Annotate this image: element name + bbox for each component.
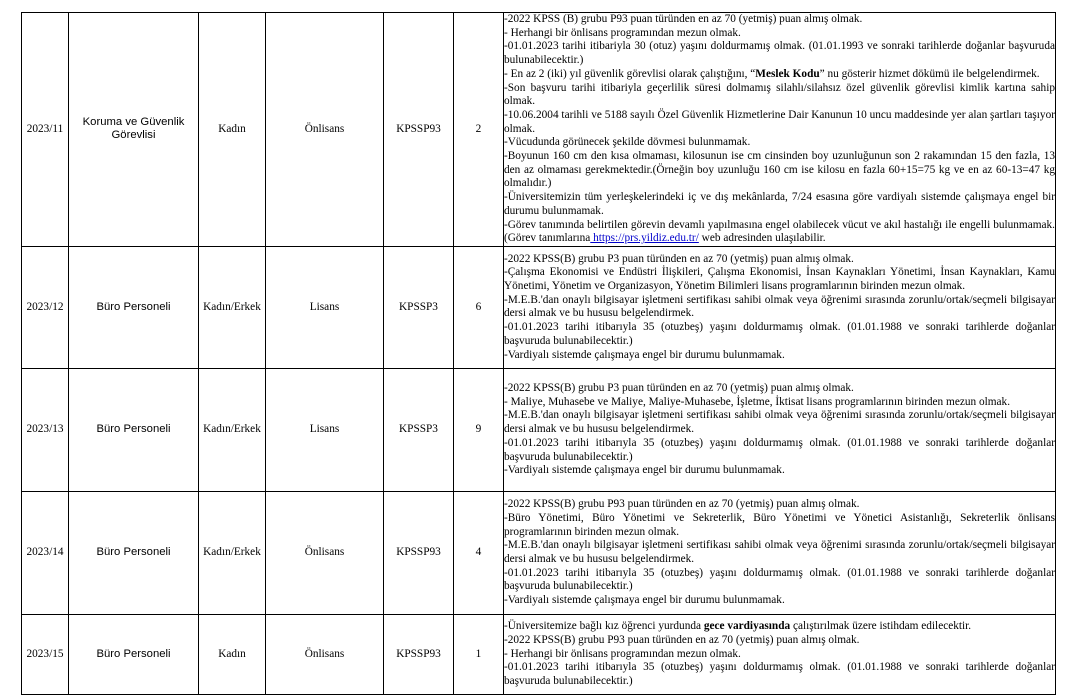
position-code: 2023/11	[22, 13, 69, 247]
requirement-line: -M.E.B.'dan onaylı bilgisayar işletmeni sertifikası sahibi olmak veya öğrenimi sırasında zorunlu/ortak/seçmeli bilgisayar dersi almak ve bu hususu belgelendirmek.	[504, 539, 1055, 565]
table-row	[22, 13, 1056, 247]
gender-cell: Kadın/Erkek	[199, 368, 266, 491]
requirement-line: -2022 KPSS(B) grubu P3 puan türünden en az 70 (yetmiş) puan almış olmak.	[504, 252, 854, 265]
position-count: 1	[454, 614, 504, 694]
positions-table	[21, 12, 1056, 695]
score-type: KPSSP3	[384, 368, 454, 491]
position-title: Büro Personeli	[69, 614, 199, 694]
requirement-line: -Çalışma Ekonomisi ve Endüstri İlişkileri, Çalışma Ekonomisi, İnsan Kaynakları Yönetimi, İnsan Kaynakları, Kamu Yönetimi, Yönetim ve Organizasyon, Yönetim Bilimleri lisans programlarının birinden mezun olmak.	[504, 266, 1055, 293]
score-type: KPSSP93	[384, 13, 454, 247]
emphasis-text: gece vardiyasında	[703, 620, 791, 633]
position-count: 4	[454, 491, 504, 614]
requirement-line: -01.01.2023 tarihi itibariyla 30 (otuz) yaşını doldurmamış olmak. (01.01.1993 ve sonraki tarihlerde doğanlar başvuruda bulunabilecektir.)	[504, 40, 1055, 67]
requirement-line: -Boyunun 160 cm den kısa olmaması, kilosunun ise cm cinsinden boy uzunluğunun son 2 rakamından 15 den fazla, 13 den az olmaması gerekmektedir.(Örneğin boy uzunluğu 160 cm ise kilosu en fazla 60+15=75 kg ve en az 60-13=47 kg olmalıdır.)	[504, 150, 1055, 190]
table-row	[22, 368, 1056, 491]
position-title: Büro Personeli	[69, 246, 199, 368]
gender-cell: Kadın/Erkek	[199, 491, 266, 614]
position-count: 2	[454, 13, 504, 247]
requirement-line: -01.01.2023 tarihi itibarıyla 35 (otuzbeş) yaşını doldurmamış olmak. (01.01.1988 ve sonraki tarihlerde doğanlar başvuruda bulunabilecektir.)	[504, 566, 1055, 593]
education-level: Lisans	[266, 246, 384, 368]
positions-table-body	[22, 13, 1056, 695]
score-type: KPSSP93	[384, 491, 454, 614]
requirement-line: -01.01.2023 tarihi itibarıyla 35 (otuzbeş) yaşını doldurmamış olmak. (01.01.1988 ve sonraki tarihlerde doğanlar başvuruda bulunabilecektir.)	[504, 436, 1055, 463]
requirements-cell	[504, 246, 1056, 368]
requirement-line: -M.E.B.'dan onaylı bilgisayar işletmeni sertifikası sahibi olmak veya öğrenimi sırasında zorunlu/ortak/seçmeli bilgisayar dersi almak ve bu hususu belgelendirmek.	[504, 409, 1055, 436]
score-type: KPSSP93	[384, 614, 454, 694]
requirement-line: -Büro Yönetimi, Büro Yönetimi ve Sekreterlik, Büro Yönetimi ve Yönetici Asistanlığı, Sekreterlik önlisans programlarının birinden mezun olmak.	[504, 511, 1055, 538]
requirement-line: -M.E.B.'dan onaylı bilgisayar işletmeni sertifikası sahibi olmak veya öğrenimi sırasında zorunlu/ortak/seçmeli bilgisayar dersi almak ve bu hususu belgelendirmek.	[504, 293, 1055, 320]
position-title: Büro Personeli	[69, 491, 199, 614]
education-level: Önlisans	[266, 614, 384, 694]
requirement-line: -Vardiyalı sistemde çalışmaya engel bir durumu bulunmamak.	[504, 348, 785, 361]
gender-cell: Kadın/Erkek	[199, 246, 266, 368]
requirement-line: -2022 KPSS (B) grubu P93 puan türünden en az 70 (yetmiş) puan almış olmak.	[504, 13, 863, 25]
score-type: KPSSP3	[384, 246, 454, 368]
requirement-line: -10.06.2004 tarihli ve 5188 sayılı Özel Güvenlik Hizmetlerine Dair Kanunun 10 uncu maddesinde yer alan şartları taşıyor olmak.	[504, 108, 1055, 135]
gender-cell: Kadın	[199, 13, 266, 247]
table-row	[22, 246, 1056, 368]
requirement-line: -Vücudunda görünecek şekilde dövmesi bulunmamak.	[504, 136, 751, 149]
requirement-line: -2022 KPSS(B) grubu P93 puan türünden en az 70 (yetmiş) puan almış olmak.	[504, 633, 860, 646]
requirements-cell	[504, 491, 1056, 614]
education-level: Önlisans	[266, 13, 384, 247]
table-row	[22, 491, 1056, 614]
requirement-line: -Son başvuru tarihi itibariyla geçerlilik süresi dolmamış silahlı/silahsız özel güvenlik görevlisi kimlik kartına sahip olmak.	[504, 81, 1055, 108]
emphasis-text: Meslek Kodu	[755, 67, 820, 80]
table-row	[22, 614, 1056, 694]
position-title: Koruma ve Güvenlik Görevlisi	[69, 13, 199, 247]
requirements-cell	[504, 13, 1056, 247]
requirement-line: -Görev tanımında belirtilen görevin devamlı yapılmasına engel olabilecek vücut ve akıl hastalığı ile engelli bulunmamak. (Görev tanımlarına https://prs.yildiz.edu.tr/ web adresinden ulaşılabilir.	[504, 218, 1055, 245]
position-code: 2023/13	[22, 368, 69, 491]
position-count: 6	[454, 246, 504, 368]
position-code: 2023/14	[22, 491, 69, 614]
requirement-line: - Herhangi bir önlisans programından mezun olmak.	[504, 647, 741, 660]
requirement-line: -Vardiyalı sistemde çalışmaya engel bir durumu bulunmamak.	[504, 464, 785, 477]
position-count: 9	[454, 368, 504, 491]
requirement-line: -2022 KPSS(B) grubu P93 puan türünden en az 70 (yetmiş) puan almış olmak.	[504, 498, 860, 511]
requirement-line: - En az 2 (iki) yıl güvenlik görevlisi olarak çalıştığını, “Meslek Kodu” nu gösterir hizmet dökümü ile belgelendirmek.	[504, 67, 1040, 80]
requirement-line: -01.01.2023 tarihi itibarıyla 35 (otuzbeş) yaşını doldurmamış olmak. (01.01.1988 ve sonraki tarihlerde doğanlar başvuruda bulunabilecektir.)	[504, 661, 1055, 687]
position-title: Büro Personeli	[69, 368, 199, 491]
requirement-line: -2022 KPSS(B) grubu P3 puan türünden en az 70 (yetmiş) puan almış olmak.	[504, 381, 854, 394]
education-level: Önlisans	[266, 491, 384, 614]
requirement-line: - Herhangi bir önlisans programından mezun olmak.	[504, 26, 741, 39]
requirements-cell	[504, 368, 1056, 491]
position-code: 2023/15	[22, 614, 69, 694]
requirements-cell	[504, 614, 1056, 694]
position-code: 2023/12	[22, 246, 69, 368]
gender-cell: Kadın	[199, 614, 266, 694]
requirement-line: -Vardiyalı sistemde çalışmaya engel bir durumu bulunmamak.	[504, 594, 785, 607]
requirement-line: -Üniversitemizin tüm yerleşkelerindeki iç ve dış mekânlarda, 7/24 esasına göre vardiyalı sistemde çalışmaya engel bir durumu bulunmamak.	[504, 191, 1055, 217]
requirement-line: -Üniversitemize bağlı kız öğrenci yurdunda gece vardiyasında çalıştırılmak üzere istihdam edilecektir.	[504, 620, 972, 633]
job-descriptions-link[interactable]: https://prs.yildiz.edu.tr/	[590, 232, 699, 245]
education-level: Lisans	[266, 368, 384, 491]
requirement-line: - Maliye, Muhasebe ve Maliye, Maliye-Muhasebe, İşletme, İktisat lisans programlarının birinden mezun olmak.	[504, 395, 1011, 408]
requirement-line: -01.01.2023 tarihi itibarıyla 35 (otuzbeş) yaşını doldurmamış olmak. (01.01.1988 ve sonraki tarihlerde doğanlar başvuruda bulunabilecektir.)	[504, 321, 1055, 347]
